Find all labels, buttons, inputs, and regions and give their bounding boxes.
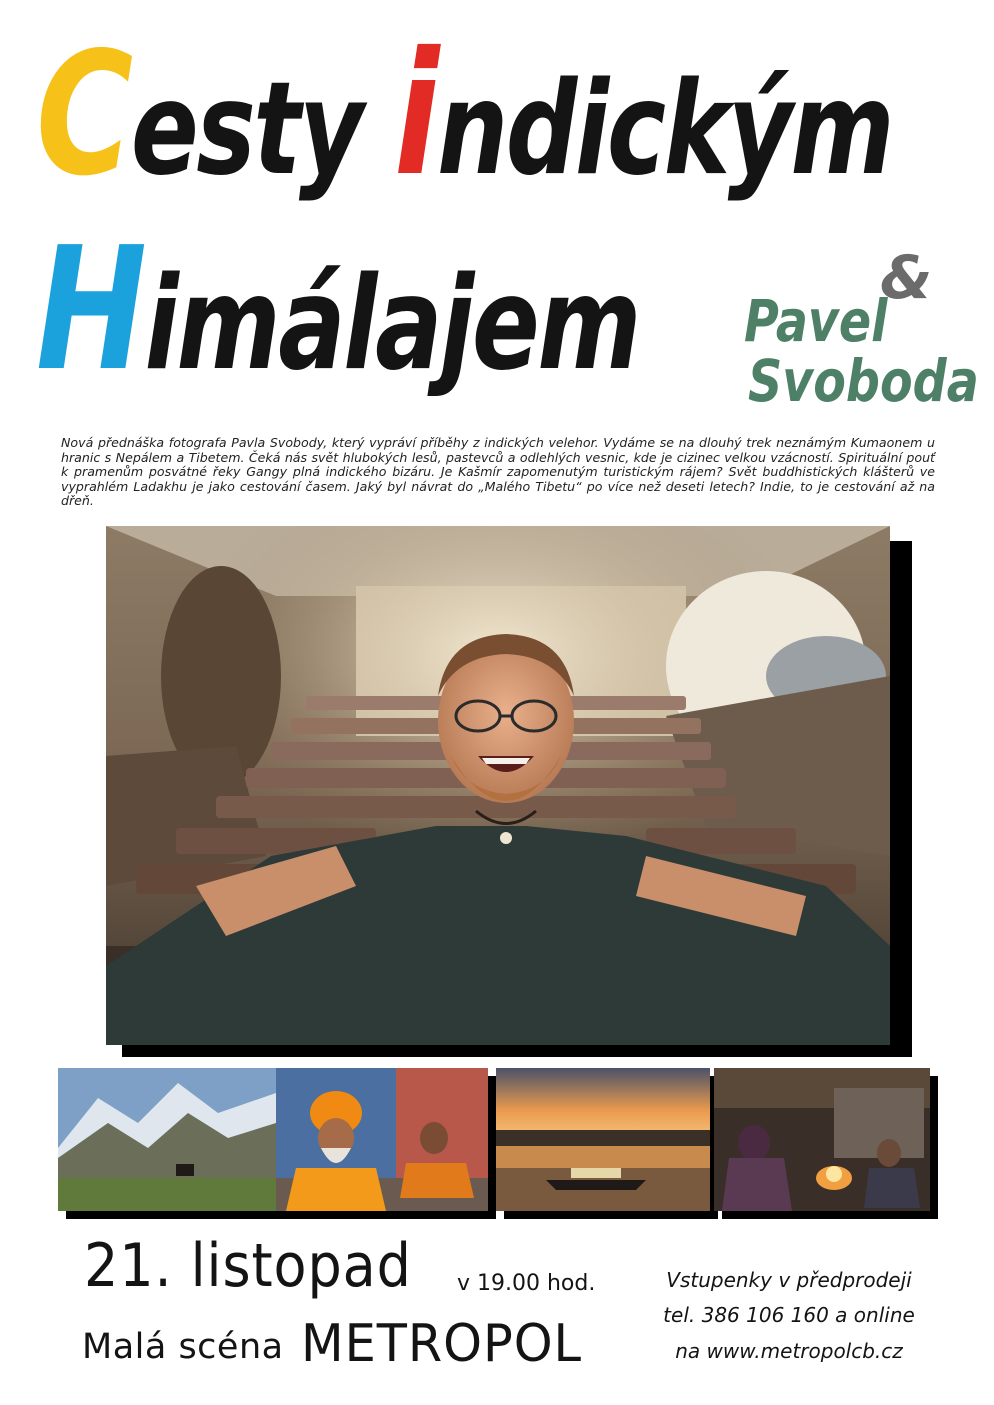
main-photo: [106, 526, 890, 1045]
ampersand: &: [880, 243, 933, 313]
tickets-line-1: Vstupenky v předprodeji: [666, 1268, 912, 1292]
sadhu-image: [276, 1068, 488, 1211]
author-last-name: Svoboda: [748, 347, 979, 415]
title-initial-i: i: [393, 16, 438, 214]
thumb-sadhu: [276, 1068, 488, 1211]
main-photo-illustration: [106, 526, 890, 1045]
venue-name: METROPOL: [301, 1314, 583, 1374]
title-initial-c: C: [36, 16, 131, 214]
title-word-cesty: esty: [130, 55, 394, 204]
title-line-2: [36, 211, 640, 409]
tickets-website: na www.metropolcb.cz: [675, 1339, 903, 1363]
title-line-1: [36, 16, 893, 214]
thumb-mountains: [58, 1068, 276, 1211]
lake-sunset-image: [496, 1068, 710, 1211]
title-word-himalajem: imálajem: [144, 250, 640, 399]
mountain-valley-image: [58, 1068, 276, 1211]
thumb-hut: [714, 1068, 930, 1211]
event-time: v 19.00 hod.: [457, 1271, 596, 1296]
venue-prefix: Malá scéna: [82, 1327, 284, 1367]
title-initial-h: H: [36, 211, 145, 409]
author-first-name: Pavel: [744, 287, 888, 355]
hut-fire-image: [714, 1068, 930, 1211]
thumb-lake: [496, 1068, 710, 1211]
event-date: 21. listopad: [84, 1231, 412, 1301]
intro-paragraph: Nová přednáška fotografa Pavla Svobody, který vypráví příběhy z indických velehor. Vydáme se na dlouhý trek neznámým Kumaonem u hranic s Nepálem a Tibetem. Čeká nás svět hlubokých lesů, pastevců a odlehlých vesnic, kde je cizinec velkou vzácností. Spirituální pouť k pramenům posvátné řeky Gangy plná indického bizáru. Je Kašmír zapomenutým turistickým rájem? Svět buddhistických klášterů ve vyprahlém Ladakhu je jako cestování časem. Jaký byl návrat do „Malého Tibetu“ po více než deseti letech? Indie, to je cestování až na dřeň.: [61, 435, 935, 509]
title-word-indickym: ndickým: [437, 55, 893, 204]
tickets-phone: tel. 386 106 160 a online: [663, 1303, 915, 1327]
